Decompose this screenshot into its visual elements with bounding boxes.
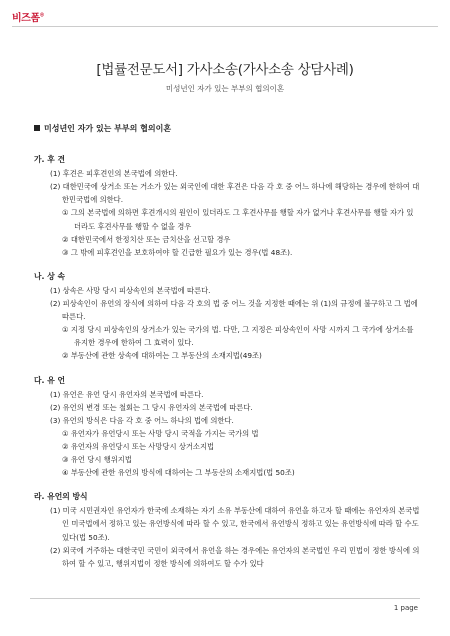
document-subtitle: 미성년인 자가 있는 부부의 협의이혼 [165, 84, 285, 93]
square-bullet-icon [34, 125, 40, 131]
sub-clause: ④ 부동산에 관한 유언의 방식에 대하여는 그 부동산의 소재지법(법 50조) [62, 468, 295, 478]
sub-clause: ① 유언자가 유언당시 또는 사망 당시 국적을 가지는 국가의 법 [62, 428, 259, 438]
section-title: 나. 상 속 [34, 271, 65, 281]
sub-clause: ① 지정 당시 피상속인의 상거소가 있는 국가의 법. 다만, 그 지정은 피상속인이 사망 시까지 그 국가에 상거소를 유지한 경우에 한하여 그 효력이 있다. [62, 325, 414, 348]
clause: (1) 상속은 사망 당시 피상속인의 본국법에 따른다. [50, 285, 211, 295]
sub-clause: ① 그의 본국법에 의하면 후견개시의 원인이 있더라도 그 후견사무를 행할 자가 없거나 후견사무를 행할 자가 있더라도 후견사무를 행할 수 없을 경우 [62, 208, 414, 231]
clause: (1) 미국 시민권자인 유언자가 한국에 소재하는 자기 소유 부동산에 대하여 유언을 하고자 할 때에는 유언자의 본국법인 미국법에서 정하고 있는 유언방식에 따라 할 수 있고, 한국에서 유언방식 정하고 있는 유언방식에 따라 할 수도 있다(법 50조). [50, 506, 420, 542]
clause: (2) 외국에 거주하는 대한국민 국민이 외국에서 유언을 하는 경우에는 유언자의 본국법인 우리 민법이 정한 방식에 의하여 할 수 있고, 행위지법이 정한 방식에 의하여도 할 수가 있다 [50, 545, 420, 568]
bizforms-logo: 비즈폼® [12, 12, 44, 24]
sub-clause: ② 유언자의 유언당시 또는 사망당시 상거소지법 [62, 441, 215, 451]
page-number: 1 page [393, 604, 418, 612]
document-title: [법률전문도서] 가사소송(가사소송 상담사례) [96, 62, 354, 78]
sub-clause: ③ 유언 당시 행위지법 [62, 455, 132, 465]
clause: (1) 후견은 피후견인의 본국법에 의한다. [50, 169, 178, 179]
clause: (2) 유언의 변경 또는 철회는 그 당시 유언자의 본국법에 따른다. [50, 402, 253, 412]
section [34, 490, 420, 570]
section [34, 374, 420, 480]
sub-clause: ③ 그 밖에 피후견인을 보호하여야 할 긴급한 필요가 있는 경우(법 48조). [62, 247, 293, 257]
clause: (2) 대한민국에 상거소 또는 거소가 있는 외국인에 대한 후견은 다음 각 호 중 어느 하나에 해당하는 경우에 한하여 대한민국법에 의한다. [50, 182, 420, 205]
main-heading: 미성년인 자가 있는 부부의 협의이혼 [34, 122, 420, 135]
clause: (1) 유언은 유언 당시 유언자의 본국법에 따른다. [50, 389, 204, 399]
clause: (3) 유언의 방식은 다음 각 호 중 어느 하나의 법에 의한다. [50, 415, 234, 425]
bottom-divider [30, 598, 420, 599]
document-body [34, 122, 420, 581]
sub-clause: ② 대한민국에서 한정치산 또는 금치산을 선고할 경우 [62, 234, 231, 244]
section [34, 153, 420, 259]
section [34, 270, 420, 363]
clause: (2) 피상속인이 유언의 장식에 의하여 다음 각 호의 법 중 어느 것을 지정한 때에는 위 (1)의 규정에 불구하고 그 법에 따른다. [50, 299, 418, 322]
sections-container [34, 153, 420, 570]
section-title: 라. 유언의 방식 [34, 492, 88, 502]
section-title: 다. 유 언 [34, 375, 65, 385]
sub-clause: ② 부동산에 관한 상속에 대하여는 그 부동산의 소재지법(49조) [62, 351, 262, 361]
section-title: 가. 후 견 [34, 155, 65, 165]
top-divider [12, 26, 438, 27]
